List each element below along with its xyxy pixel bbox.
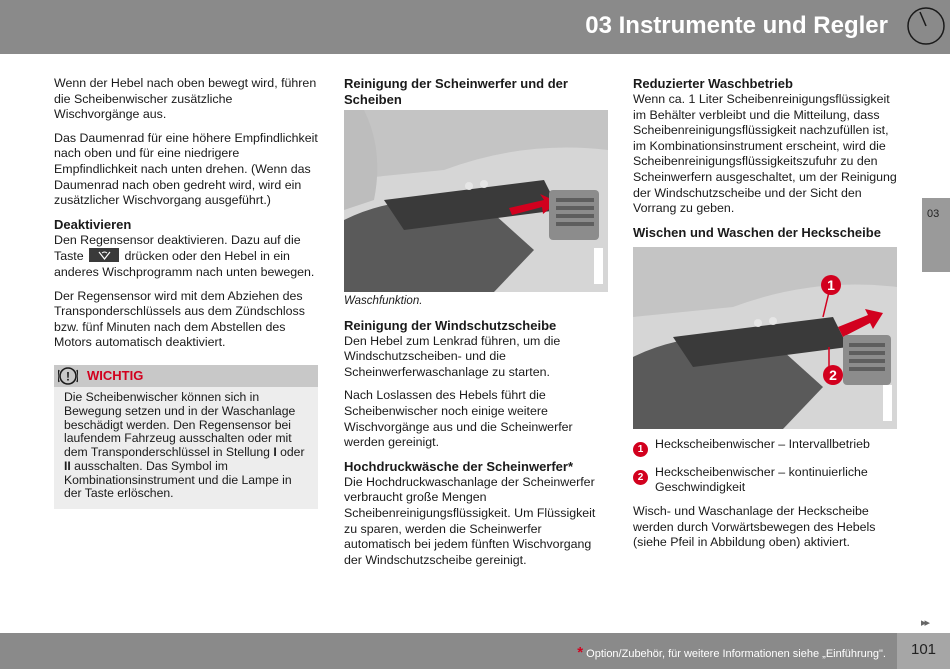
footnote-text: Option/Zubehör, für weitere Informationen siehe „Einführung". xyxy=(586,648,886,660)
figure-wash-function xyxy=(344,110,608,292)
footnote xyxy=(577,644,886,661)
paragraph: Den Hebel zum Lenkrad führen, um die Windschutzscheiben- und die Scheinwerferwaschanlage zu starten. xyxy=(344,333,561,379)
chapter-tab-label: 03 xyxy=(927,208,940,220)
paragraph: Nach Loslassen des Hebels führt die Scheibenwischer noch einige weitere Wischvorgänge aus und die Scheinwerfer werden gereinigt. xyxy=(344,388,573,450)
warning-box xyxy=(54,365,318,509)
lever-illustration xyxy=(344,110,608,292)
warning-header xyxy=(54,365,318,387)
callout-item xyxy=(633,437,897,457)
column-left xyxy=(54,76,318,509)
key-position: II xyxy=(64,458,71,473)
warning-icon xyxy=(58,367,78,385)
svg-text:2: 2 xyxy=(829,366,837,383)
figure-rear-wiper xyxy=(633,247,897,429)
page-footer xyxy=(0,633,950,669)
callout-text: Heckscheibenwischer – Intervallbetrieb xyxy=(655,436,870,451)
callout-text: Heckscheibenwischer – kontinuierliche Geschwindigkeit xyxy=(655,464,868,495)
section-heading: Reinigung der Scheinwerfer und der Scheiben xyxy=(344,76,568,107)
warning-text xyxy=(54,387,318,509)
warning-title: WICHTIG xyxy=(87,367,144,383)
column-right xyxy=(633,76,897,559)
text: Die Scheibenwischer können sich in Bewegung setzen und in der Waschanlage beschädigt werden. Den Regensensor bei laufendem Fahrzeug ausschalten oder mit dem Transponderschlüssel in Stellung xyxy=(64,389,296,460)
rain-sensor-icon xyxy=(98,250,111,260)
paragraph xyxy=(54,233,318,281)
page-number: 101 xyxy=(897,633,950,669)
section-heading: Hochdruckwäsche der Scheinwerfer* xyxy=(344,458,574,474)
paragraph: Wenn ca. 1 Liter Scheibenreinigungsflüssigkeit im Behälter verbleibt und die Mitteilung, dass Scheibenreinigungsflüssigkeit nachzufüllen ist, im Kombinationsinstrument erscheint, wird die Scheibenreinigungsflüssigkeitszufuhr zu den Scheinwerfern ausgeschaltet, um der Reinigung der Windschutzscheibe und der Sicht den Vorrang zu geben. xyxy=(633,92,897,216)
callout-number: 1 xyxy=(633,442,648,457)
callout-item xyxy=(633,465,897,496)
section-heading-deaktivieren: Deaktivieren xyxy=(54,216,132,232)
paragraph: Wenn der Hebel nach oben bewegt wird, führen die Scheibenwischer zusätzliche Wischvorgänge aus. xyxy=(54,76,317,122)
page-header xyxy=(0,0,950,54)
key-position: I xyxy=(273,445,277,460)
column-middle xyxy=(344,76,608,576)
svg-text:1: 1 xyxy=(827,276,835,293)
paragraph: Das Daumenrad für eine höhere Empfindlichkeit nach oben und für eine niedrigere Empfindlichkeit nach unten drehen. (Wenn das Daumenrad nach oben gedreht wird, wird ein zusätzlicher Wischvorgang ausgeführt.) xyxy=(54,130,318,208)
section-heading: Reduzierter Waschbetrieb xyxy=(633,76,793,91)
text: ausschalten. Das Symbol im Kombinationsinstrument und die Lampe in der Taste erlöschen. xyxy=(64,458,292,501)
paragraph: Wisch- und Waschanlage der Heckscheibe werden durch Vorwärtsbewegen des Hebels (siehe Pfeil in Abbildung oben) aktiviert. xyxy=(633,503,876,550)
paragraph: Der Regensensor wird mit dem Abziehen des Transponderschlüssels aus dem Zündschloss bzw. fünf Minuten nach dem Abstellen des Motors automatisch deaktiviert. xyxy=(54,288,305,350)
svg-text:!: ! xyxy=(66,369,70,384)
callout-number: 2 xyxy=(633,470,648,485)
text: oder xyxy=(280,445,305,460)
paragraph: Die Hochdruckwaschanlage der Scheinwerfer verbraucht große Mengen Scheibenreinigungsflüssigkeit. Um Flüssigkeit zu sparen, werden die Scheinwerfer automatisch bei jedem fünften Wischvorgang der Windschutzscheibe gereinigt. xyxy=(344,474,596,567)
chapter-title: 03 Instrumente und Regler xyxy=(585,12,888,39)
text: drücken oder den Hebel in ein anderes Wischprogramm nach unten bewegen. xyxy=(54,249,315,279)
gauge-icon xyxy=(906,6,946,46)
text: Den Regensensor deaktivieren. Dazu auf die Taste xyxy=(54,232,301,264)
footnote-star: * xyxy=(577,644,584,661)
rain-sensor-key xyxy=(89,248,119,262)
chapter-tab[interactable] xyxy=(922,198,950,272)
figure-caption: Waschfunktion. xyxy=(344,295,423,307)
section-heading: Wischen und Waschen der Heckscheibe xyxy=(633,224,881,240)
lever-illustration xyxy=(633,247,897,429)
section-heading: Reinigung der Windschutzscheibe xyxy=(344,317,557,333)
next-page-icon[interactable]: ▸▸ xyxy=(921,617,929,629)
